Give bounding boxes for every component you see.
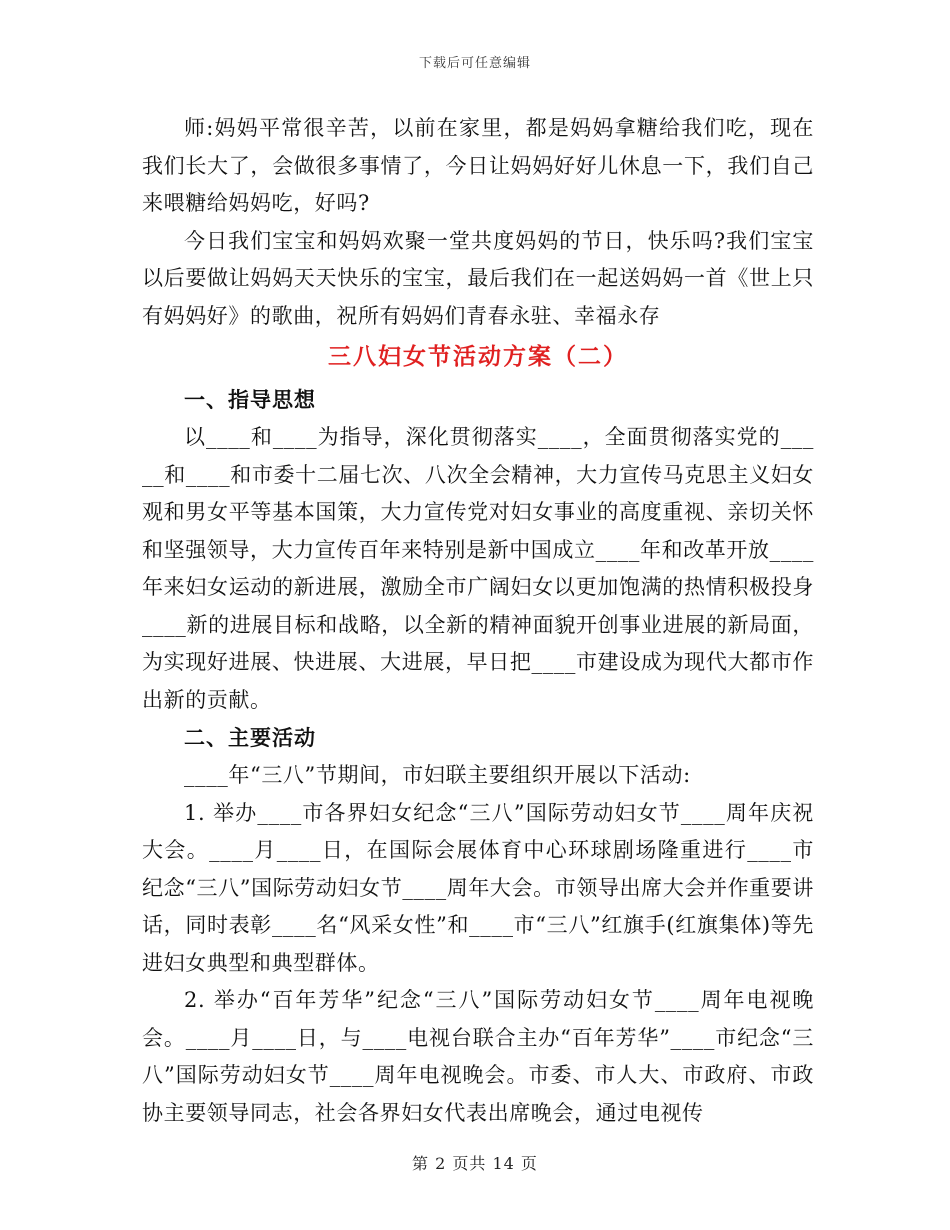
activity-item-2: 2. 举办“百年芳华”纪念“三八”国际劳动妇女节____周年电视晚会。____月____日，与____电视台联合主办“百年芳华”____市纪念“三八”国际劳动妇女节____周年电视晚会。市委、市人大、市政府、市政协主要领导同志，社会各界妇女代表出席晚会，通过电视传 xyxy=(142,988,814,1125)
heading-main-activities: 二、主要活动 xyxy=(184,725,316,750)
heading-guiding-ideology: 一、指导思想 xyxy=(184,387,316,412)
page-header-note: 下载后可任意编辑 xyxy=(418,56,531,71)
paragraph-guiding-ideology: 以____和____为指导，深化贯彻落实____，全面贯彻落实党的_____和____和市委十二届七次、八次全会精神，大力宣传马克思主义妇女观和男女平等基本国策，大力宣传党对妇女事业的高度重视、亲切关怀和坚强领导，大力宣传百年来特别是新中国成立____年和改革开放____年来妇女运动的新进展，激励全市广阔妇女以更加饱满的热情积极投身____新的进展目标和战略，以全新的精神面貌开创事业进展的新局面，为实现好进展、快进展、大进展，早日把____市建设成为现代大都市作出新的贡献。 xyxy=(142,425,814,712)
paragraph-activities-intro: ____年“三八”节期间，市妇联主要组织开展以下活动: xyxy=(184,763,691,787)
activity-item-1: 1. 举办____市各界妇女纪念“三八”国际劳动妇女节____周年庆祝大会。____月____日，在国际会展体育中心环球剧场隆重进行____市纪念“三八”国际劳动妇女节____周年大会。市领导出席大会并作重要讲话，同时表彰____名“风采女性”和____市“三八”红旗手(红旗集体)等先进妇女典型和典型群体。 xyxy=(142,800,814,975)
page-number: 第 2 页共 14 页 xyxy=(412,1154,538,1173)
section-title: 三八妇女节活动方案（二） xyxy=(328,343,628,370)
paragraph-closing: 今日我们宝宝和妈妈欢聚一堂共度妈妈的节日，快乐吗?我们宝宝以后要做让妈妈天天快乐的宝宝，最后我们在一起送妈妈一首《世上只有妈妈好》的歌曲，祝所有妈妈们青春永驻、幸福永存 xyxy=(142,228,814,328)
document-body xyxy=(142,110,814,1132)
paragraph-teacher-speech: 师:妈妈平常很辛苦，以前在家里，都是妈妈拿糖给我们吃，现在我们长大了，会做很多事情了，今日让妈妈好好儿休息一下，我们自己来喂糖给妈妈吃，好吗? xyxy=(142,116,814,215)
